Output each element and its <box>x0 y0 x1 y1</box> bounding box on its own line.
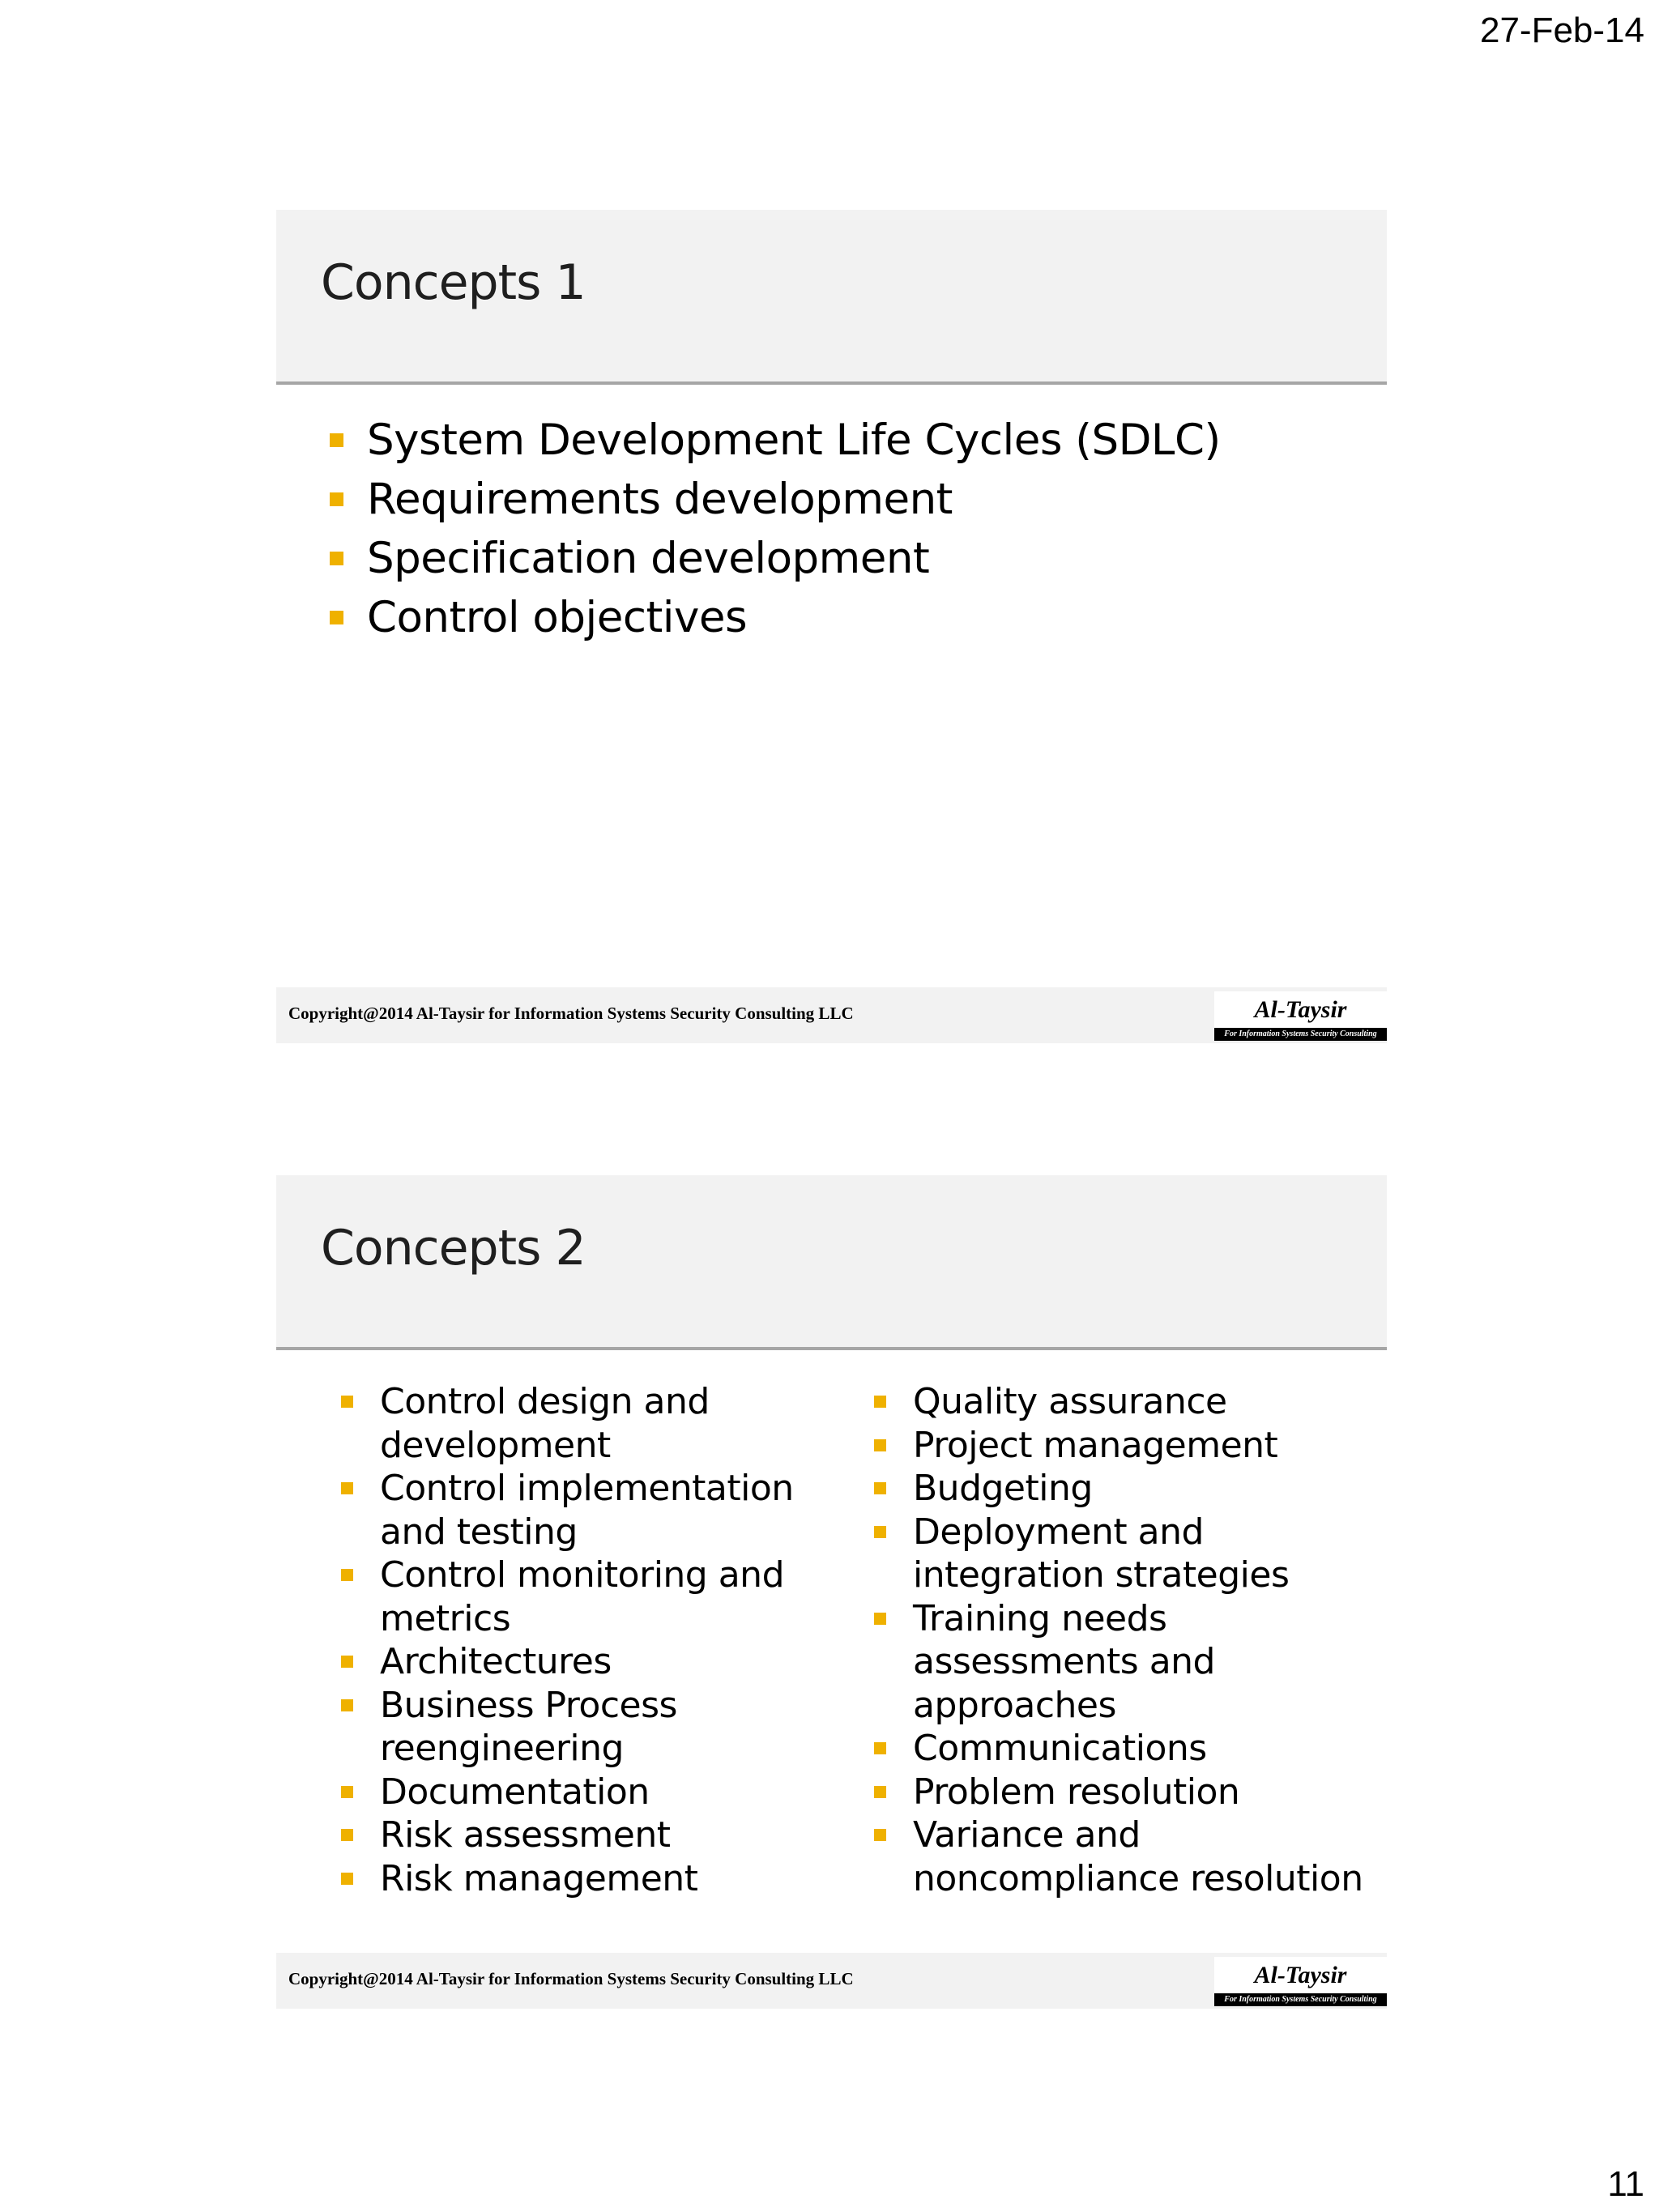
square-bullet-icon <box>874 1526 886 1538</box>
header-divider <box>276 1347 1387 1350</box>
square-bullet-icon <box>341 1656 353 1668</box>
list-item <box>341 1467 827 1554</box>
logo-name: Al-Taysir <box>1254 1962 1347 1988</box>
square-bullet-icon <box>341 1569 353 1581</box>
square-bullet-icon <box>874 1613 886 1625</box>
square-bullet-icon <box>341 1482 353 1494</box>
square-bullet-icon <box>874 1786 886 1798</box>
slide-header <box>276 210 1387 381</box>
bullet-text: Risk assessment <box>380 1814 671 1856</box>
slide-header <box>276 1175 1387 1347</box>
square-bullet-icon <box>330 611 343 624</box>
bullet-list-right <box>874 1380 1376 1900</box>
slide-concepts-1 <box>276 210 1387 1043</box>
square-bullet-icon <box>874 1482 886 1494</box>
bullet-text: Variance and noncompliance resolution <box>913 1814 1363 1899</box>
bullet-text: Control design and development <box>380 1381 710 1466</box>
slide-title: Concepts 2 <box>321 1220 586 1276</box>
bullet-text: Quality assurance <box>913 1381 1227 1422</box>
list-item <box>874 1511 1376 1597</box>
bullet-text: Project management <box>913 1424 1278 1466</box>
list-item <box>341 1640 827 1684</box>
list-item <box>330 470 1221 529</box>
list-item <box>341 1684 827 1771</box>
list-item <box>874 1813 1376 1900</box>
list-item <box>874 1727 1376 1771</box>
square-bullet-icon <box>341 1699 353 1711</box>
square-bullet-icon <box>874 1439 886 1451</box>
bullet-text: Business Process reengineering <box>380 1684 677 1769</box>
list-item <box>874 1380 1376 1424</box>
list-item <box>330 529 1221 588</box>
square-bullet-icon <box>341 1396 353 1408</box>
company-logo <box>1214 991 1387 1042</box>
copyright-text: Copyright@2014 Al-Taysir for Information Systems Security Consulting LLC <box>288 1969 854 1988</box>
list-item <box>874 1597 1376 1728</box>
list-item <box>341 1857 827 1901</box>
square-bullet-icon <box>874 1742 886 1754</box>
bullet-text: Training needs assessments and approaches <box>913 1597 1215 1726</box>
page-date: 27-Feb-14 <box>1479 11 1644 50</box>
bullet-text: Architectures <box>380 1641 612 1682</box>
bullet-text: Control monitoring and metrics <box>380 1554 784 1639</box>
bullet-list <box>330 411 1221 647</box>
bullet-text: Communications <box>913 1728 1207 1769</box>
list-item <box>874 1467 1376 1511</box>
bullet-text: Documentation <box>380 1771 650 1813</box>
bullet-text: Control objectives <box>367 593 748 642</box>
logo-tagline: For Information Systems Security Consulting <box>1214 1993 1387 2006</box>
logo-tagline: For Information Systems Security Consulting <box>1214 1028 1387 1041</box>
list-item <box>341 1771 827 1814</box>
square-bullet-icon <box>341 1829 353 1841</box>
bullet-text: Control implementation and testing <box>380 1468 794 1553</box>
bullet-list-left <box>341 1380 827 1900</box>
list-item <box>874 1424 1376 1468</box>
list-item <box>330 588 1221 647</box>
copyright-text: Copyright@2014 Al-Taysir for Information Systems Security Consulting LLC <box>288 1004 854 1023</box>
slide-footer <box>276 987 1387 1043</box>
square-bullet-icon <box>341 1873 353 1885</box>
slide-title: Concepts 1 <box>321 254 586 311</box>
header-divider <box>276 381 1387 385</box>
logo-name: Al-Taysir <box>1254 996 1347 1023</box>
square-bullet-icon <box>874 1829 886 1841</box>
square-bullet-icon <box>330 492 343 506</box>
bullet-text: Requirements development <box>367 475 953 524</box>
list-item <box>330 411 1221 470</box>
square-bullet-icon <box>874 1396 886 1408</box>
bullet-text: Deployment and integration strategies <box>913 1511 1290 1596</box>
square-bullet-icon <box>330 433 343 447</box>
square-bullet-icon <box>341 1786 353 1798</box>
bullet-text: Problem resolution <box>913 1771 1240 1813</box>
list-item <box>874 1771 1376 1814</box>
page-number: 11 <box>1607 2164 1644 2204</box>
company-logo <box>1214 1957 1387 2007</box>
square-bullet-icon <box>330 552 343 565</box>
bullet-text: Risk management <box>380 1857 698 1899</box>
list-item <box>341 1813 827 1857</box>
bullet-text: System Development Life Cycles (SDLC) <box>367 416 1221 465</box>
bullet-text: Budgeting <box>913 1468 1093 1509</box>
bullet-text: Specification development <box>367 534 930 583</box>
slide-concepts-2 <box>276 1175 1387 2009</box>
slide-footer <box>276 1953 1387 2009</box>
list-item <box>341 1554 827 1640</box>
list-item <box>341 1380 827 1467</box>
